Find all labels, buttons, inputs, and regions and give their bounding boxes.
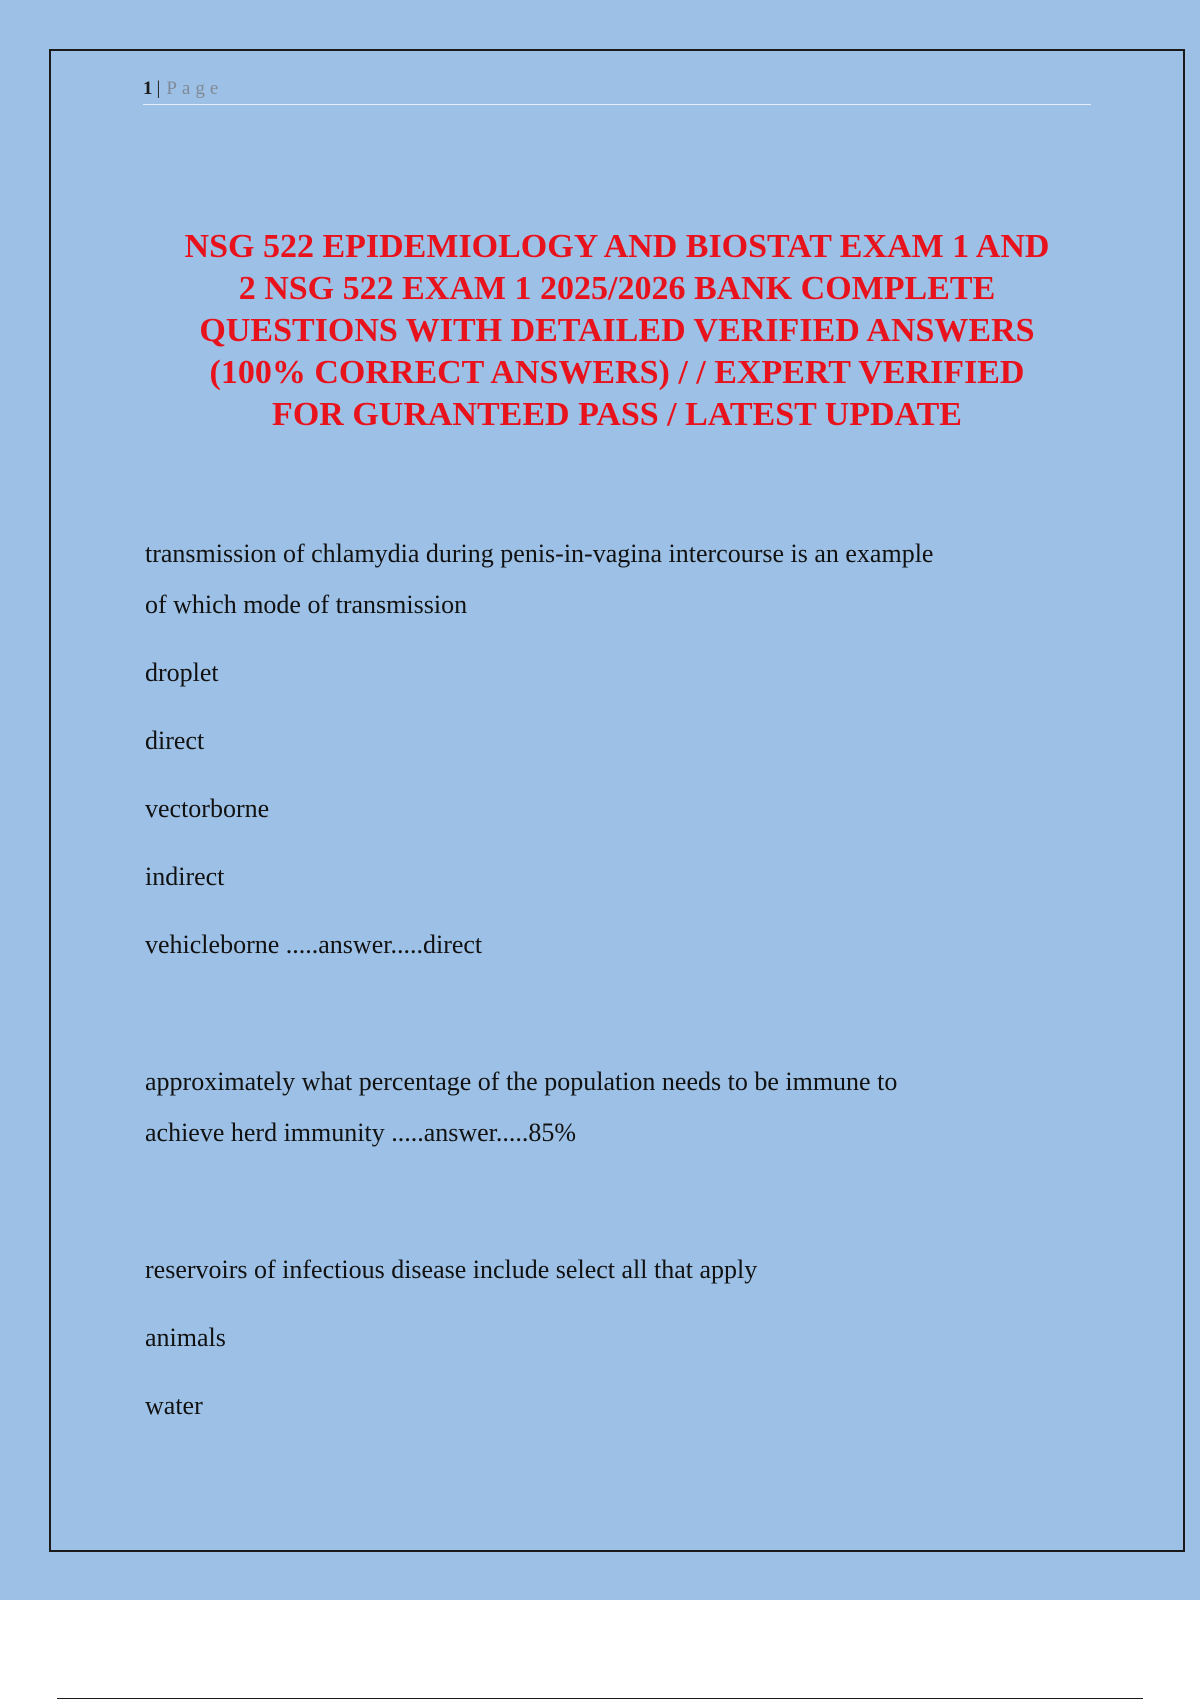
question-block	[145, 1056, 1085, 1158]
answer-option: water	[145, 1391, 203, 1420]
title-line: 2 NSG 522 EXAM 1 2025/2026 BANK COMPLETE	[238, 270, 996, 307]
question-block	[145, 1244, 1085, 1431]
question-text	[145, 1056, 1085, 1158]
answer-option: droplet	[145, 658, 219, 687]
answer-option: direct	[145, 726, 205, 755]
question-line: transmission of chlamydia during penis-in-vagina intercourse is an example	[145, 539, 934, 568]
page-number: 1	[143, 78, 153, 99]
document-title	[143, 226, 1091, 436]
question-line: approximately what percentage of the population needs to be immune to	[145, 1067, 898, 1096]
question-line: reservoirs of infectious disease include select all that apply	[145, 1255, 758, 1284]
answer-option: vehicleborne .....answer.....direct	[145, 930, 483, 959]
question-text	[145, 528, 1085, 630]
answer-option: indirect	[145, 862, 225, 891]
title-line: NSG 522 EPIDEMIOLOGY AND BIOSTAT EXAM 1 AND	[184, 228, 1050, 265]
title-line: QUESTIONS WITH DETAILED VERIFIED ANSWERS	[199, 312, 1035, 349]
answer-option: vectorborne	[145, 794, 270, 823]
question-block	[145, 528, 1085, 970]
footer-divider	[57, 1698, 1143, 1699]
answer-option: animals	[145, 1323, 226, 1352]
spacer	[145, 970, 1085, 1056]
question-line: of which mode of transmission	[145, 590, 468, 619]
question-line: achieve herd immunity .....answer.....85%	[145, 1118, 577, 1147]
document-body	[145, 528, 1085, 1431]
title-line: FOR GURANTEED PASS / LATEST UPDATE	[272, 396, 962, 433]
question-text	[145, 1244, 1085, 1295]
page-label: Page	[166, 78, 224, 99]
page-header	[143, 74, 1091, 105]
spacer	[145, 1158, 1085, 1244]
header-separator: |	[156, 78, 161, 99]
title-line: (100% CORRECT ANSWERS) / / EXPERT VERIFIED	[209, 354, 1025, 391]
